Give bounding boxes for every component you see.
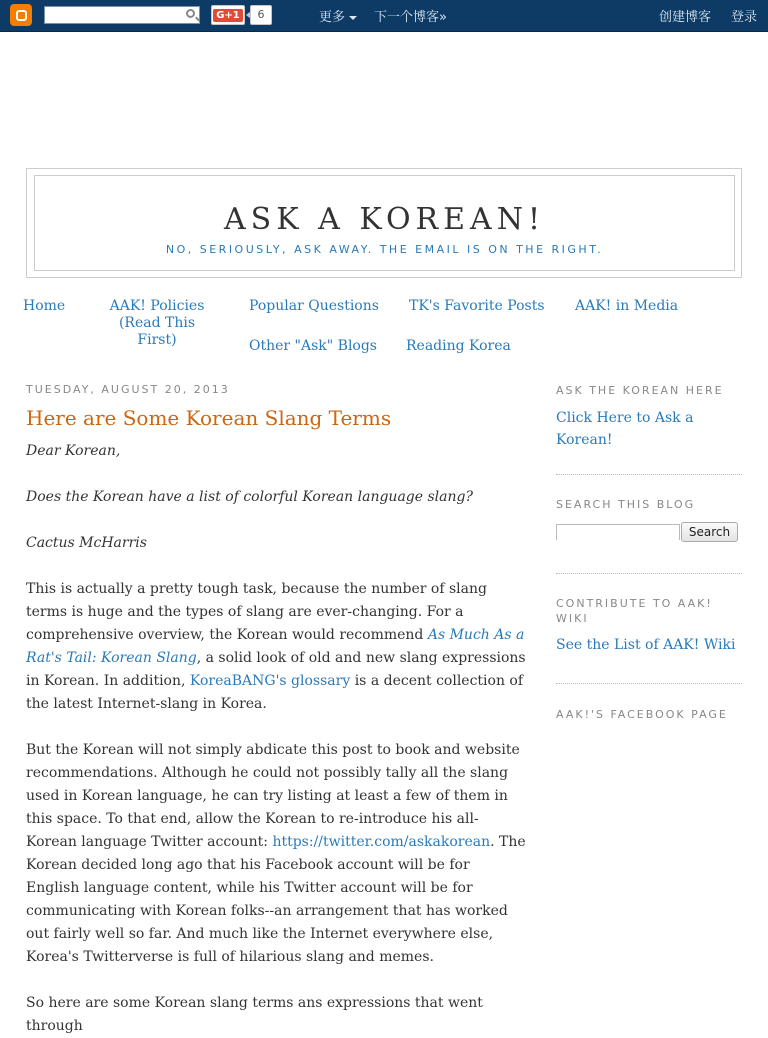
tab-favorite-posts[interactable]: TK's Favorite Posts [409,298,545,314]
tab-home[interactable]: Home [23,298,66,314]
post-paragraph-3: So here are some Korean slang terms ans expressions that went through [26,995,483,1034]
post-paragraph-2 [26,739,526,969]
next-blog-link[interactable]: 下一个博客» [374,10,447,25]
gplus-count: 6 [250,5,272,25]
rats-tail-book-link[interactable]: As Much As a Rat's Tail: Korean Slang [26,627,525,666]
gplus-button[interactable] [211,5,245,25]
post-body [26,440,526,1038]
tab-policies-line2: (Read This First) [118,315,196,348]
tab-policies[interactable] [98,298,216,349]
more-label: 更多 [319,10,346,25]
wiki-list-link[interactable]: See the List of AAK! Wiki [556,637,736,653]
sidebar-divider [556,573,742,574]
sidebar-search-input[interactable] [557,530,679,544]
create-blog-link[interactable]: 创建博客 [659,10,712,25]
sidebar-divider [556,683,742,684]
sidebar-search-button[interactable]: Search [681,522,738,542]
blogger-logo-icon[interactable] [10,4,32,26]
tab-popular-questions[interactable]: Popular Questions [249,298,379,314]
post-greeting: Dear Korean, [26,443,121,459]
tab-other-ask-blogs[interactable]: Other "Ask" Blogs [249,338,377,354]
caret-down-icon [349,16,357,20]
blog-description: NO, SERIOUSLY, ASK AWAY. THE EMAIL IS ON THE RIGHT. [165,243,604,256]
more-menu[interactable] [319,6,357,25]
koreabang-glossary-link[interactable]: KoreaBANG's glossary [189,673,351,689]
navbar-search-input[interactable] [45,11,181,27]
p1-text-b: , a solid look of old and new slang expressions in Korean. In addition, [26,650,526,689]
sidebar-divider [556,474,742,475]
sidebar-facebook-heading: AAK!'S FACEBOOK PAGE [556,708,728,721]
ask-korean-link[interactable]: Click Here to Ask a Korean! [556,410,694,448]
gplus-label: G+1 [213,9,243,22]
sidebar-contribute-heading: CONTRIBUTE TO AAK! WIKI [556,597,713,625]
post-date: TUESDAY, AUGUST 20, 2013 [26,383,230,396]
p1-text-a: This is actually a pretty tough task, because the number of slang terms is huge and the types of slang are ever-changing. For a comprehensive overview, the Korean would recommend [26,581,487,643]
post-question: Does the Korean have a list of colorful Korean language slang? [26,489,473,505]
post-title[interactable]: Here are Some Korean Slang Terms [26,406,392,430]
blog-header-inner [34,175,735,271]
twitter-link[interactable]: https://twitter.com/askakorean [272,834,491,850]
p2-text-a: But the Korean will not simply abdicate this post to book and website recommendations. Although he could not possibly tally all the slang used in Korean language, he can try listing at least a few of them in this space. To that end, allow the Korean to re-introduce his all-Korean language Twitter account: [26,742,520,850]
tab-reading-korea[interactable]: Reading Korea [406,338,511,354]
navbar-search-box [44,6,200,24]
p1-text-c: is a decent collection of the latest Internet-slang in Korea. [26,673,524,712]
sidebar-ask-heading: ASK THE KOREAN HERE [556,384,724,397]
p2-text-b: . The Korean decided long ago that his Facebook account will be for English language content, while his Twitter account will be for communicating with Korean folks--an arrangement that has worked out fairly well so far. And much like the Internet everywhere else, Korea's Twitterverse is full of hilarious slang and memes. [26,834,526,965]
blog-header [26,168,742,278]
tab-in-media[interactable]: AAK! in Media [575,298,679,314]
sidebar-search-heading: SEARCH THIS BLOG [556,498,696,511]
post-signature: Cactus McHarris [26,535,147,551]
sidebar-search-field [556,524,680,540]
tab-policies-line1: AAK! Policies [109,298,205,314]
post-paragraph-1 [26,578,526,716]
blog-title[interactable]: ASK A KOREAN! [223,202,546,237]
login-link[interactable]: 登录 [731,10,758,25]
blogger-navbar [0,0,768,32]
search-icon[interactable] [186,9,195,18]
